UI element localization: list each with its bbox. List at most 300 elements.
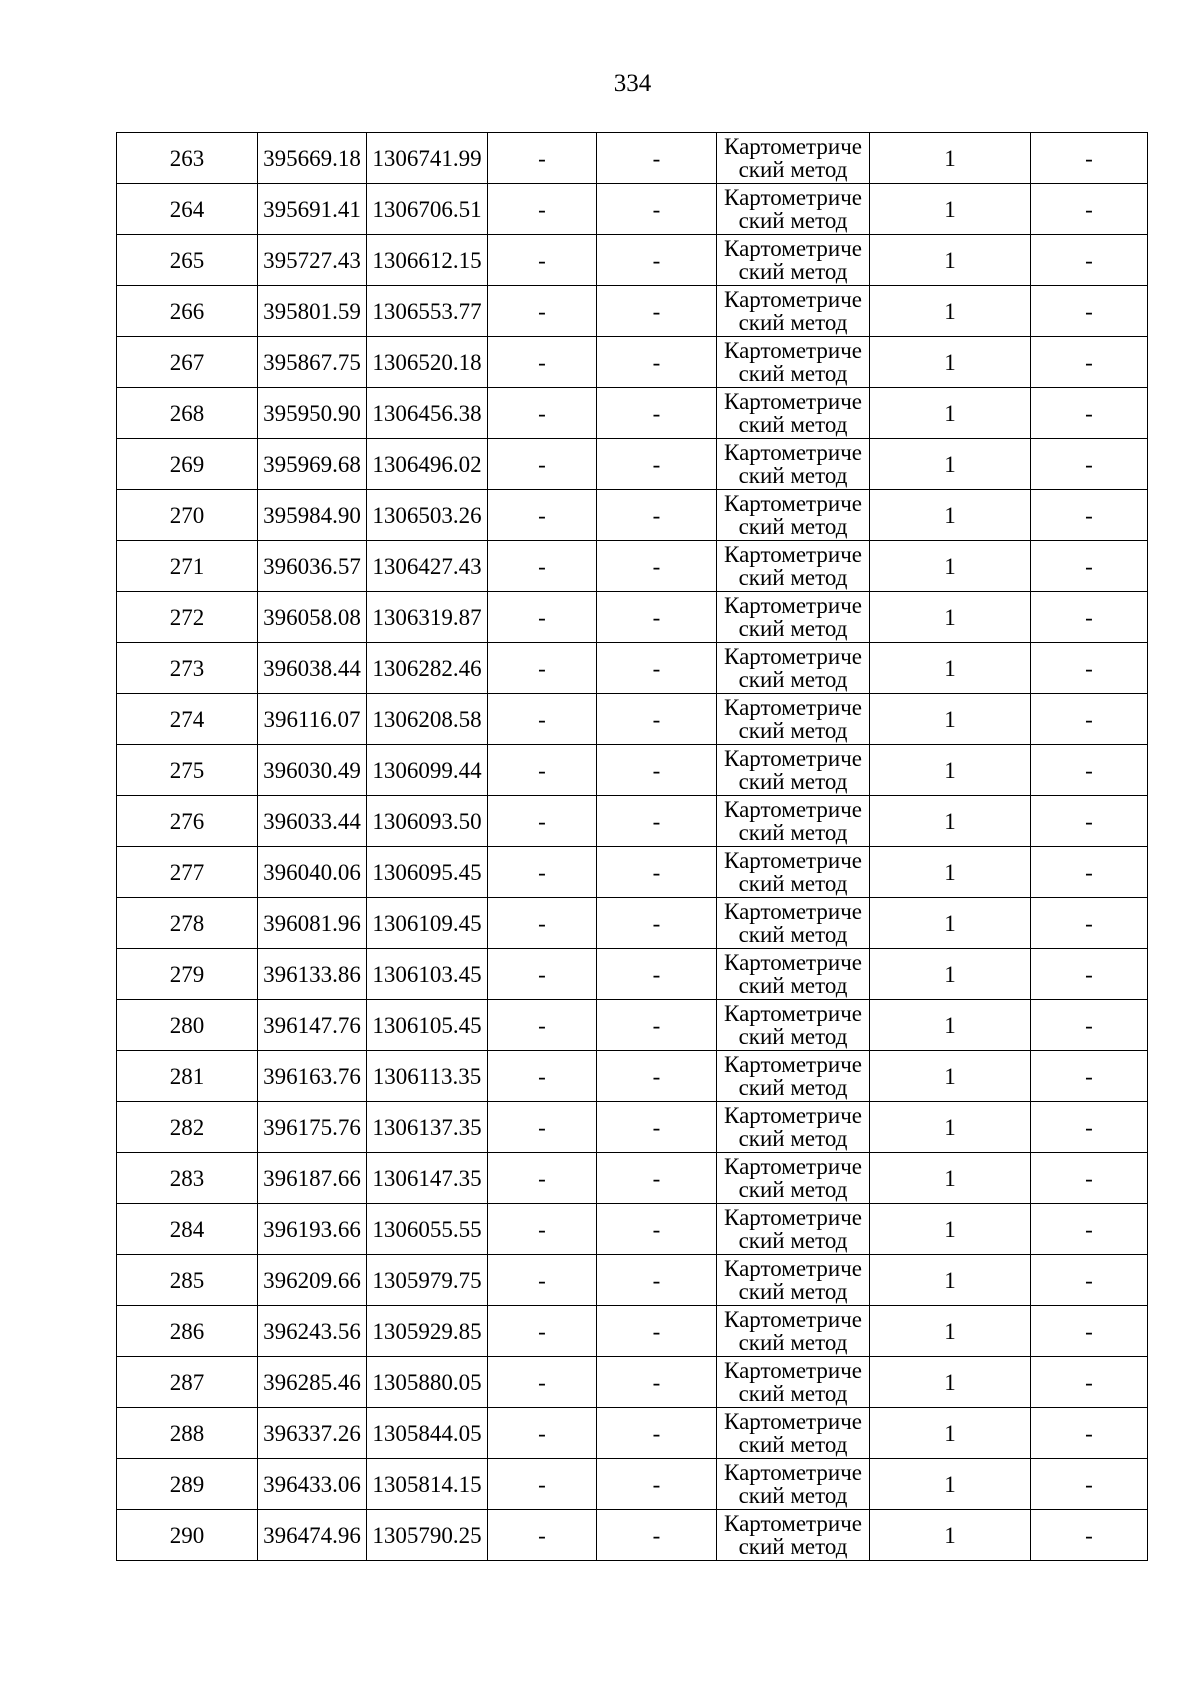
empty-value-cell: - — [597, 847, 717, 898]
empty-value-cell: - — [1031, 1408, 1148, 1459]
method-line-1: Картометриче — [724, 1052, 862, 1077]
accuracy-cell: 1 — [870, 898, 1031, 949]
method-cell — [717, 592, 870, 643]
empty-value-cell: - — [1031, 184, 1148, 235]
empty-value-cell: - — [488, 847, 597, 898]
x-coordinate-cell: 396038.44 — [258, 643, 367, 694]
empty-value-cell: - — [1031, 898, 1148, 949]
method-line-1: Картометриче — [724, 287, 862, 312]
table-row — [117, 1306, 1148, 1357]
table-row — [117, 235, 1148, 286]
point-number-cell: 269 — [117, 439, 258, 490]
empty-value-cell: - — [1031, 592, 1148, 643]
method-line-1: Картометриче — [724, 848, 862, 873]
empty-value-cell: - — [597, 1153, 717, 1204]
empty-value-cell: - — [597, 1408, 717, 1459]
method-line-2: ский метод — [738, 1024, 848, 1049]
empty-value-cell: - — [597, 1459, 717, 1510]
method-cell — [717, 337, 870, 388]
y-coordinate-cell: 1306208.58 — [367, 694, 488, 745]
x-coordinate-cell: 396175.76 — [258, 1102, 367, 1153]
method-cell — [717, 1102, 870, 1153]
x-coordinate-cell: 396209.66 — [258, 1255, 367, 1306]
empty-value-cell: - — [1031, 694, 1148, 745]
empty-value-cell: - — [597, 592, 717, 643]
table-row — [117, 1153, 1148, 1204]
method-cell — [717, 439, 870, 490]
empty-value-cell: - — [488, 898, 597, 949]
empty-value-cell: - — [597, 1051, 717, 1102]
table-row — [117, 133, 1148, 184]
accuracy-cell: 1 — [870, 1204, 1031, 1255]
table-row — [117, 388, 1148, 439]
method-cell — [717, 643, 870, 694]
accuracy-cell: 1 — [870, 847, 1031, 898]
empty-value-cell: - — [597, 1000, 717, 1051]
table-row — [117, 184, 1148, 235]
method-line-2: ский метод — [738, 922, 848, 947]
method-line-1: Картометриче — [724, 1409, 862, 1434]
method-line-1: Картометриче — [724, 236, 862, 261]
empty-value-cell: - — [488, 694, 597, 745]
y-coordinate-cell: 1305880.05 — [367, 1357, 488, 1408]
point-number-cell: 270 — [117, 490, 258, 541]
empty-value-cell: - — [1031, 541, 1148, 592]
method-cell — [717, 898, 870, 949]
point-number-cell: 263 — [117, 133, 258, 184]
method-line-2: ский метод — [738, 871, 848, 896]
empty-value-cell: - — [1031, 1459, 1148, 1510]
empty-value-cell: - — [488, 1255, 597, 1306]
point-number-cell: 268 — [117, 388, 258, 439]
empty-value-cell: - — [488, 286, 597, 337]
empty-value-cell: - — [597, 643, 717, 694]
accuracy-cell: 1 — [870, 1000, 1031, 1051]
empty-value-cell: - — [1031, 1051, 1148, 1102]
method-line-2: ский метод — [738, 820, 848, 845]
y-coordinate-cell: 1305844.05 — [367, 1408, 488, 1459]
accuracy-cell: 1 — [870, 796, 1031, 847]
empty-value-cell: - — [597, 1102, 717, 1153]
method-cell — [717, 184, 870, 235]
accuracy-cell: 1 — [870, 1102, 1031, 1153]
accuracy-cell: 1 — [870, 949, 1031, 1000]
empty-value-cell: - — [488, 1102, 597, 1153]
empty-value-cell: - — [488, 133, 597, 184]
point-number-cell: 272 — [117, 592, 258, 643]
y-coordinate-cell: 1306520.18 — [367, 337, 488, 388]
table-row — [117, 1357, 1148, 1408]
x-coordinate-cell: 396163.76 — [258, 1051, 367, 1102]
table-row — [117, 694, 1148, 745]
method-line-1: Картометриче — [724, 797, 862, 822]
empty-value-cell: - — [1031, 796, 1148, 847]
empty-value-cell: - — [597, 694, 717, 745]
empty-value-cell: - — [488, 1204, 597, 1255]
empty-value-cell: - — [1031, 439, 1148, 490]
empty-value-cell: - — [488, 1459, 597, 1510]
method-cell — [717, 490, 870, 541]
method-cell — [717, 847, 870, 898]
accuracy-cell: 1 — [870, 592, 1031, 643]
method-line-2: ский метод — [738, 361, 848, 386]
y-coordinate-cell: 1306427.43 — [367, 541, 488, 592]
table-row — [117, 541, 1148, 592]
empty-value-cell: - — [1031, 1510, 1148, 1561]
accuracy-cell: 1 — [870, 1357, 1031, 1408]
y-coordinate-cell: 1306319.87 — [367, 592, 488, 643]
empty-value-cell: - — [1031, 1000, 1148, 1051]
empty-value-cell: - — [488, 490, 597, 541]
accuracy-cell: 1 — [870, 490, 1031, 541]
point-number-cell: 273 — [117, 643, 258, 694]
method-cell — [717, 1357, 870, 1408]
accuracy-cell: 1 — [870, 235, 1031, 286]
empty-value-cell: - — [488, 643, 597, 694]
x-coordinate-cell: 395984.90 — [258, 490, 367, 541]
method-line-1: Картометриче — [724, 746, 862, 771]
x-coordinate-cell: 396033.44 — [258, 796, 367, 847]
method-line-2: ский метод — [738, 1534, 848, 1559]
accuracy-cell: 1 — [870, 694, 1031, 745]
y-coordinate-cell: 1306109.45 — [367, 898, 488, 949]
y-coordinate-cell: 1306496.02 — [367, 439, 488, 490]
method-line-1: Картометриче — [724, 950, 862, 975]
table-row — [117, 1408, 1148, 1459]
accuracy-cell: 1 — [870, 643, 1031, 694]
empty-value-cell: - — [597, 949, 717, 1000]
table-row — [117, 1510, 1148, 1561]
accuracy-cell: 1 — [870, 337, 1031, 388]
y-coordinate-cell: 1306055.55 — [367, 1204, 488, 1255]
method-cell — [717, 1000, 870, 1051]
point-number-cell: 287 — [117, 1357, 258, 1408]
table-row — [117, 847, 1148, 898]
accuracy-cell: 1 — [870, 1051, 1031, 1102]
method-cell — [717, 949, 870, 1000]
empty-value-cell: - — [597, 439, 717, 490]
method-line-1: Картометриче — [724, 134, 862, 159]
y-coordinate-cell: 1306095.45 — [367, 847, 488, 898]
method-line-2: ский метод — [738, 208, 848, 233]
point-number-cell: 277 — [117, 847, 258, 898]
x-coordinate-cell: 396133.86 — [258, 949, 367, 1000]
method-line-2: ский метод — [738, 1228, 848, 1253]
method-cell — [717, 388, 870, 439]
method-line-2: ский метод — [738, 667, 848, 692]
empty-value-cell: - — [488, 541, 597, 592]
x-coordinate-cell: 395669.18 — [258, 133, 367, 184]
empty-value-cell: - — [488, 1000, 597, 1051]
method-line-2: ский метод — [738, 412, 848, 437]
method-line-2: ский метод — [738, 718, 848, 743]
method-line-1: Картометриче — [724, 593, 862, 618]
method-line-2: ский метод — [738, 565, 848, 590]
table-row — [117, 1459, 1148, 1510]
point-number-cell: 266 — [117, 286, 258, 337]
empty-value-cell: - — [488, 1051, 597, 1102]
x-coordinate-cell: 396116.07 — [258, 694, 367, 745]
page-number: 334 — [613, 70, 652, 97]
empty-value-cell: - — [597, 133, 717, 184]
method-line-1: Картометриче — [724, 695, 862, 720]
accuracy-cell: 1 — [870, 1459, 1031, 1510]
x-coordinate-cell: 396337.26 — [258, 1408, 367, 1459]
method-cell — [717, 745, 870, 796]
x-coordinate-cell: 395727.43 — [258, 235, 367, 286]
empty-value-cell: - — [488, 337, 597, 388]
method-line-2: ский метод — [738, 157, 848, 182]
table-row — [117, 643, 1148, 694]
table-row — [117, 745, 1148, 796]
y-coordinate-cell: 1305979.75 — [367, 1255, 488, 1306]
y-coordinate-cell: 1306741.99 — [367, 133, 488, 184]
method-line-2: ский метод — [738, 1177, 848, 1202]
empty-value-cell: - — [597, 745, 717, 796]
point-number-cell: 283 — [117, 1153, 258, 1204]
point-number-cell: 289 — [117, 1459, 258, 1510]
method-cell — [717, 1153, 870, 1204]
empty-value-cell: - — [488, 1510, 597, 1561]
point-number-cell: 267 — [117, 337, 258, 388]
method-cell — [717, 235, 870, 286]
point-number-cell: 286 — [117, 1306, 258, 1357]
point-number-cell: 281 — [117, 1051, 258, 1102]
method-cell — [717, 1459, 870, 1510]
point-number-cell: 285 — [117, 1255, 258, 1306]
method-cell — [717, 286, 870, 337]
x-coordinate-cell: 396040.06 — [258, 847, 367, 898]
accuracy-cell: 1 — [870, 439, 1031, 490]
x-coordinate-cell: 396285.46 — [258, 1357, 367, 1408]
x-coordinate-cell: 396474.96 — [258, 1510, 367, 1561]
y-coordinate-cell: 1306553.77 — [367, 286, 488, 337]
method-line-1: Картометриче — [724, 1103, 862, 1128]
accuracy-cell: 1 — [870, 745, 1031, 796]
method-cell — [717, 1051, 870, 1102]
method-line-1: Картометриче — [724, 440, 862, 465]
accuracy-cell: 1 — [870, 388, 1031, 439]
method-line-1: Картометриче — [724, 1001, 862, 1026]
y-coordinate-cell: 1306147.35 — [367, 1153, 488, 1204]
y-coordinate-cell: 1306113.35 — [367, 1051, 488, 1102]
method-line-2: ский метод — [738, 463, 848, 488]
method-line-2: ский метод — [738, 1483, 848, 1508]
x-coordinate-cell: 396243.56 — [258, 1306, 367, 1357]
method-cell — [717, 1510, 870, 1561]
accuracy-cell: 1 — [870, 133, 1031, 184]
method-line-2: ский метод — [738, 1432, 848, 1457]
table-row — [117, 337, 1148, 388]
empty-value-cell: - — [597, 1357, 717, 1408]
x-coordinate-cell: 396147.76 — [258, 1000, 367, 1051]
empty-value-cell: - — [597, 1306, 717, 1357]
empty-value-cell: - — [488, 1306, 597, 1357]
empty-value-cell: - — [488, 592, 597, 643]
method-line-1: Картометриче — [724, 1205, 862, 1230]
y-coordinate-cell: 1306103.45 — [367, 949, 488, 1000]
y-coordinate-cell: 1305790.25 — [367, 1510, 488, 1561]
point-number-cell: 279 — [117, 949, 258, 1000]
method-line-1: Картометриче — [724, 338, 862, 363]
x-coordinate-cell: 396036.57 — [258, 541, 367, 592]
method-line-2: ский метод — [738, 1381, 848, 1406]
table-row — [117, 286, 1148, 337]
method-line-1: Картометриче — [724, 1460, 862, 1485]
method-line-2: ский метод — [738, 1330, 848, 1355]
method-line-1: Картометриче — [724, 1154, 862, 1179]
table-body — [117, 133, 1148, 1561]
empty-value-cell: - — [597, 235, 717, 286]
method-line-1: Картометриче — [724, 1307, 862, 1332]
x-coordinate-cell: 396058.08 — [258, 592, 367, 643]
empty-value-cell: - — [597, 286, 717, 337]
accuracy-cell: 1 — [870, 1510, 1031, 1561]
empty-value-cell: - — [1031, 490, 1148, 541]
table-row — [117, 898, 1148, 949]
empty-value-cell: - — [488, 388, 597, 439]
empty-value-cell: - — [597, 1510, 717, 1561]
empty-value-cell: - — [597, 1255, 717, 1306]
empty-value-cell: - — [1031, 745, 1148, 796]
empty-value-cell: - — [597, 184, 717, 235]
method-line-1: Картометриче — [724, 389, 862, 414]
method-line-2: ский метод — [738, 1075, 848, 1100]
empty-value-cell: - — [1031, 949, 1148, 1000]
table-row — [117, 949, 1148, 1000]
empty-value-cell: - — [488, 184, 597, 235]
empty-value-cell: - — [488, 949, 597, 1000]
method-cell — [717, 1255, 870, 1306]
empty-value-cell: - — [1031, 1102, 1148, 1153]
empty-value-cell: - — [597, 796, 717, 847]
method-line-2: ский метод — [738, 310, 848, 335]
table-row — [117, 1255, 1148, 1306]
empty-value-cell: - — [1031, 1255, 1148, 1306]
y-coordinate-cell: 1306282.46 — [367, 643, 488, 694]
empty-value-cell: - — [1031, 1204, 1148, 1255]
empty-value-cell: - — [1031, 1306, 1148, 1357]
point-number-cell: 274 — [117, 694, 258, 745]
x-coordinate-cell: 395691.41 — [258, 184, 367, 235]
empty-value-cell: - — [488, 1357, 597, 1408]
y-coordinate-cell: 1306093.50 — [367, 796, 488, 847]
method-line-1: Картометриче — [724, 1256, 862, 1281]
point-number-cell: 290 — [117, 1510, 258, 1561]
empty-value-cell: - — [1031, 388, 1148, 439]
point-number-cell: 280 — [117, 1000, 258, 1051]
table-row — [117, 796, 1148, 847]
point-number-cell: 276 — [117, 796, 258, 847]
empty-value-cell: - — [597, 541, 717, 592]
method-line-2: ский метод — [738, 259, 848, 284]
empty-value-cell: - — [488, 439, 597, 490]
accuracy-cell: 1 — [870, 541, 1031, 592]
empty-value-cell: - — [597, 388, 717, 439]
coordinates-table — [116, 132, 1148, 1561]
accuracy-cell: 1 — [870, 1408, 1031, 1459]
method-line-2: ский метод — [738, 1279, 848, 1304]
y-coordinate-cell: 1306137.35 — [367, 1102, 488, 1153]
point-number-cell: 278 — [117, 898, 258, 949]
y-coordinate-cell: 1306612.15 — [367, 235, 488, 286]
empty-value-cell: - — [1031, 235, 1148, 286]
empty-value-cell: - — [488, 1408, 597, 1459]
method-line-2: ский метод — [738, 616, 848, 641]
x-coordinate-cell: 395801.59 — [258, 286, 367, 337]
table-row — [117, 1000, 1148, 1051]
point-number-cell: 284 — [117, 1204, 258, 1255]
empty-value-cell: - — [597, 898, 717, 949]
y-coordinate-cell: 1306456.38 — [367, 388, 488, 439]
empty-value-cell: - — [488, 796, 597, 847]
method-line-2: ский метод — [738, 1126, 848, 1151]
empty-value-cell: - — [597, 490, 717, 541]
table-row — [117, 1204, 1148, 1255]
method-line-2: ский метод — [738, 973, 848, 998]
table-row — [117, 1051, 1148, 1102]
method-cell — [717, 1204, 870, 1255]
x-coordinate-cell: 396081.96 — [258, 898, 367, 949]
accuracy-cell: 1 — [870, 1255, 1031, 1306]
empty-value-cell: - — [488, 1153, 597, 1204]
method-cell — [717, 796, 870, 847]
empty-value-cell: - — [1031, 133, 1148, 184]
point-number-cell: 275 — [117, 745, 258, 796]
y-coordinate-cell: 1306105.45 — [367, 1000, 488, 1051]
method-line-1: Картометриче — [724, 644, 862, 669]
point-number-cell: 288 — [117, 1408, 258, 1459]
method-cell — [717, 1408, 870, 1459]
x-coordinate-cell: 396433.06 — [258, 1459, 367, 1510]
method-cell — [717, 694, 870, 745]
point-number-cell: 264 — [117, 184, 258, 235]
empty-value-cell: - — [1031, 1357, 1148, 1408]
method-cell — [717, 133, 870, 184]
method-line-2: ский метод — [738, 514, 848, 539]
y-coordinate-cell: 1306099.44 — [367, 745, 488, 796]
table-row — [117, 490, 1148, 541]
x-coordinate-cell: 395969.68 — [258, 439, 367, 490]
y-coordinate-cell: 1305929.85 — [367, 1306, 488, 1357]
method-cell — [717, 1306, 870, 1357]
method-line-1: Картометриче — [724, 899, 862, 924]
empty-value-cell: - — [1031, 643, 1148, 694]
y-coordinate-cell: 1306503.26 — [367, 490, 488, 541]
x-coordinate-cell: 396193.66 — [258, 1204, 367, 1255]
method-line-1: Картометриче — [724, 542, 862, 567]
accuracy-cell: 1 — [870, 1306, 1031, 1357]
method-line-1: Картометриче — [724, 491, 862, 516]
empty-value-cell: - — [488, 235, 597, 286]
method-line-1: Картометриче — [724, 185, 862, 210]
method-line-1: Картометриче — [724, 1511, 862, 1536]
y-coordinate-cell: 1305814.15 — [367, 1459, 488, 1510]
empty-value-cell: - — [488, 745, 597, 796]
table-row — [117, 439, 1148, 490]
y-coordinate-cell: 1306706.51 — [367, 184, 488, 235]
point-number-cell: 265 — [117, 235, 258, 286]
method-cell — [717, 541, 870, 592]
accuracy-cell: 1 — [870, 286, 1031, 337]
empty-value-cell: - — [1031, 847, 1148, 898]
table-row — [117, 592, 1148, 643]
empty-value-cell: - — [597, 1204, 717, 1255]
accuracy-cell: 1 — [870, 184, 1031, 235]
method-line-2: ский метод — [738, 769, 848, 794]
x-coordinate-cell: 396187.66 — [258, 1153, 367, 1204]
x-coordinate-cell: 396030.49 — [258, 745, 367, 796]
